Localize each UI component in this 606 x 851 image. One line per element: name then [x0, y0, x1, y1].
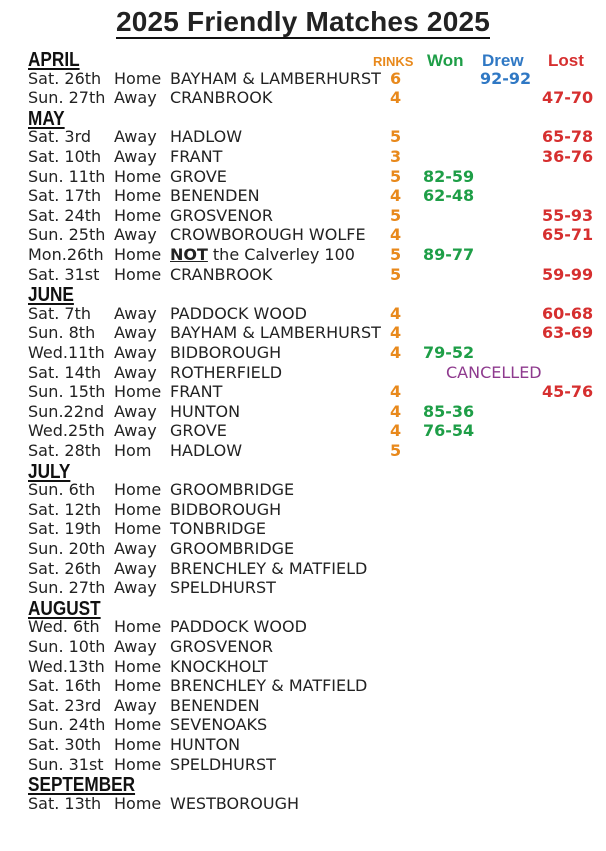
fixture-status-note: CANCELLED — [446, 362, 542, 382]
fixture-opponent: FRANT — [170, 382, 223, 402]
fixture-opponent: HADLOW — [170, 127, 243, 147]
fixture-venue: Away — [114, 421, 157, 441]
fixture-venue: Home — [114, 656, 162, 676]
fixture-date: Sat. 31st — [28, 264, 100, 284]
fixture-lost-score: 59-99 — [542, 264, 594, 284]
fixture-date: Sat. 28th — [28, 441, 102, 460]
fixture-row — [28, 69, 598, 89]
fixture-row — [28, 127, 598, 147]
fixture-venue: Home — [114, 793, 162, 813]
fixture-opponent: WESTBOROUGH — [170, 793, 299, 813]
month-heading: AUGUST — [28, 597, 101, 620]
fixture-won-score: 85-36 — [423, 401, 475, 421]
fixture-venue: Away — [114, 225, 157, 245]
fixture-opponent: CRANBROOK — [170, 88, 273, 108]
fixture-rinks: 4 — [390, 303, 402, 323]
fixture-date: Sun. 27th — [28, 88, 106, 108]
fixture-date: Sat. 24th — [28, 205, 102, 225]
fixture-rinks: 4 — [390, 382, 402, 402]
fixture-rinks: 3 — [390, 147, 402, 166]
fixture-row — [28, 441, 598, 461]
month-heading: MAY — [28, 107, 65, 130]
fixture-venue: Home — [114, 205, 162, 225]
fixture-lost-score: 36-76 — [542, 147, 594, 166]
fixture-venue: Home — [114, 382, 162, 402]
fixture-row — [28, 617, 598, 637]
fixture-venue: Away — [114, 539, 157, 558]
fixture-row — [28, 715, 598, 735]
opponent-emphasis: NOT — [170, 245, 208, 264]
fixture-opponent: GROVE — [170, 166, 227, 186]
fixture-rinks: 4 — [390, 323, 402, 343]
fixture-venue: Away — [114, 127, 157, 147]
drew-column-header: Drew — [482, 51, 524, 70]
lost-column-header: Lost — [548, 51, 584, 70]
fixture-date: Sun. 25th — [28, 225, 106, 245]
fixture-row — [28, 637, 598, 657]
fixture-venue: Away — [114, 558, 157, 578]
fixture-venue: Away — [114, 88, 157, 108]
fixture-date: Sat. 14th — [28, 362, 102, 382]
fixture-lost-score: 47-70 — [542, 88, 594, 108]
fixture-date: Sat. 7th — [28, 303, 91, 323]
fixture-date: Wed.11th — [28, 343, 105, 362]
fixture-venue: Home — [114, 480, 162, 500]
fixture-venue: Home — [114, 735, 162, 754]
fixture-venue: Away — [114, 323, 157, 343]
fixture-opponent: SPELDHURST — [170, 754, 276, 774]
fixture-row — [28, 794, 598, 814]
month-heading: SEPTEMBER — [28, 774, 136, 797]
fixture-venue: Home — [114, 264, 162, 284]
fixture-row — [28, 402, 598, 422]
fixture-won-score: 62-48 — [423, 186, 475, 206]
fixture-row — [28, 363, 598, 383]
fixture-venue: Home — [114, 617, 162, 637]
fixture-venue: Home — [114, 754, 162, 774]
fixture-venue: Home — [114, 245, 162, 264]
fixture-drew-score: 92-92 — [480, 68, 532, 88]
fixture-opponent: PADDOCK WOOD — [170, 617, 307, 637]
fixture-date: Sat. 13th — [28, 793, 102, 813]
fixture-rinks: 4 — [390, 225, 402, 245]
fixture-opponent: BIDBOROUGH — [170, 343, 282, 362]
fixture-date: Sun. 11th — [28, 166, 106, 186]
fixture-rinks: 5 — [390, 264, 402, 284]
fixture-row — [28, 755, 598, 775]
fixture-rinks: 5 — [390, 205, 402, 225]
fixture-rinks: 5 — [390, 441, 402, 460]
fixture-venue: Away — [114, 578, 157, 598]
fixture-opponent: TONBRIDGE — [170, 519, 266, 539]
fixture-row — [28, 167, 598, 187]
fixture-row — [28, 519, 598, 539]
fixture-row — [28, 500, 598, 520]
fixture-venue: Home — [114, 715, 162, 735]
fixture-date: Sat. 30th — [28, 735, 102, 754]
fixture-opponent: BENENDEN — [170, 695, 260, 715]
fixture-row — [28, 480, 598, 500]
fixture-venue: Away — [114, 637, 157, 656]
fixture-row — [28, 147, 598, 167]
fixture-venue: Away — [114, 401, 157, 421]
fixture-date: Sun. 27th — [28, 578, 106, 598]
fixture-rinks: 4 — [390, 186, 402, 206]
fixture-opponent: BAYHAM & LAMBERHURST — [170, 68, 381, 88]
fixture-row — [28, 382, 598, 402]
fixture-date: Sat. 17th — [28, 186, 102, 206]
fixture-opponent: ROTHERFIELD — [170, 362, 283, 382]
fixture-rinks: 4 — [390, 343, 402, 362]
fixture-date: Sun. 20th — [28, 539, 106, 558]
fixture-opponent: GROOMBRIDGE — [170, 539, 295, 558]
fixture-date: Sun. 31st — [28, 754, 104, 774]
fixture-venue: Home — [114, 68, 162, 88]
fixture-row — [28, 88, 598, 108]
fixture-opponent: SPELDHURST — [170, 578, 276, 598]
fixture-lost-score: 65-78 — [542, 127, 594, 147]
fixture-won-score: 79-52 — [423, 343, 475, 362]
fixture-opponent: CROWBOROUGH WOLFE — [170, 225, 366, 245]
fixture-venue: Home — [114, 499, 162, 519]
fixture-opponent: BRENCHLEY & MATFIELD — [170, 558, 368, 578]
fixture-opponent: BAYHAM & LAMBERHURST — [170, 323, 381, 343]
fixture-date: Sun. 24th — [28, 715, 106, 735]
fixture-venue: Away — [114, 343, 157, 362]
opponent-text: the Calverley 100 — [212, 245, 355, 264]
fixture-opponent: HUNTON — [170, 735, 241, 754]
fixture-venue: Hom — [114, 441, 152, 460]
fixture-row — [28, 657, 598, 677]
fixture-row — [28, 343, 598, 363]
fixture-date: Wed.13th — [28, 656, 105, 676]
fixture-opponent: HUNTON — [170, 401, 241, 421]
fixture-rinks: 5 — [390, 166, 402, 186]
fixture-row — [28, 245, 598, 265]
month-heading: JULY — [28, 460, 71, 483]
won-column-header: Won — [427, 51, 464, 70]
fixture-opponent: GROOMBRIDGE — [170, 480, 295, 500]
fixture-venue: Away — [114, 362, 157, 382]
rinks-column-header: RINKS — [373, 54, 414, 69]
fixture-won-score: 89-77 — [423, 245, 475, 264]
fixture-lost-score: 63-69 — [542, 323, 594, 343]
fixture-date: Wed.25th — [28, 421, 105, 441]
fixture-opponent: BIDBOROUGH — [170, 499, 282, 519]
fixture-opponent: GROVE — [170, 421, 227, 441]
fixture-rinks: 4 — [390, 421, 402, 441]
fixture-date: Mon.26th — [28, 245, 104, 264]
fixture-opponent: PADDOCK WOOD — [170, 303, 307, 323]
fixture-date: Sat. 23rd — [28, 695, 102, 715]
fixture-won-score: 76-54 — [423, 421, 475, 441]
fixture-date: Sat. 26th — [28, 558, 102, 578]
fixture-date: Sun. 8th — [28, 323, 96, 343]
fixture-venue: Home — [114, 186, 162, 206]
fixture-date: Sun. 6th — [28, 480, 96, 500]
fixture-lost-score: 55-93 — [542, 205, 594, 225]
fixture-row — [28, 206, 598, 226]
fixture-rinks: 4 — [390, 88, 402, 108]
fixture-row — [28, 186, 598, 206]
fixture-opponent: HADLOW — [170, 441, 243, 460]
fixture-row — [28, 539, 598, 559]
fixture-opponent: GROSVENOR — [170, 637, 273, 656]
fixture-venue: Home — [114, 676, 162, 696]
fixture-won-score: 82-59 — [423, 166, 475, 186]
fixture-date: Sat. 10th — [28, 147, 102, 166]
fixture-rinks: 5 — [390, 245, 402, 264]
fixture-date: Sat. 3rd — [28, 127, 92, 147]
fixture-opponent: BRENCHLEY & MATFIELD — [170, 676, 368, 696]
fixture-date: Sat. 16th — [28, 676, 102, 696]
fixture-rinks: 4 — [390, 401, 402, 421]
fixture-row — [28, 578, 598, 598]
fixture-date: Sat. 19th — [28, 519, 102, 539]
fixture-venue: Home — [114, 519, 162, 539]
fixture-date: Sun. 10th — [28, 637, 106, 656]
page-title: 2025 Friendly Matches 2025 — [115, 6, 491, 37]
fixture-row — [28, 225, 598, 245]
fixture-rinks: 6 — [390, 68, 402, 88]
fixture-opponent: FRANT — [170, 147, 223, 166]
fixture-opponent: GROSVENOR — [170, 205, 273, 225]
fixture-opponent: CRANBROOK — [170, 264, 273, 284]
fixture-rinks: 5 — [390, 127, 402, 147]
fixture-row — [28, 735, 598, 755]
fixture-row — [28, 265, 598, 285]
fixture-opponent: BENENDEN — [170, 186, 260, 206]
fixture-row — [28, 421, 598, 441]
fixture-row — [28, 304, 598, 324]
fixture-opponent — [170, 245, 355, 265]
month-heading: JUNE — [28, 284, 74, 307]
month-heading: APRIL — [28, 49, 80, 71]
fixture-opponent: KNOCKHOLT — [170, 656, 268, 676]
fixture-venue: Away — [114, 695, 157, 715]
fixture-venue: Away — [114, 303, 157, 323]
fixture-lost-score: 60-68 — [542, 303, 594, 323]
fixture-date: Sun.22nd — [28, 401, 105, 421]
fixture-date: Wed. 6th — [28, 617, 100, 637]
fixture-row — [28, 676, 598, 696]
fixture-opponent: SEVENOAKS — [170, 715, 268, 735]
fixture-lost-score: 65-71 — [542, 225, 594, 245]
fixture-date: Sun. 15th — [28, 382, 106, 402]
fixture-lost-score: 45-76 — [542, 382, 594, 402]
fixture-date: Sat. 12th — [28, 499, 102, 519]
fixture-date: Sat. 26th — [28, 68, 102, 88]
fixture-row — [28, 559, 598, 579]
fixture-row — [28, 696, 598, 716]
fixture-row — [28, 323, 598, 343]
fixture-venue: Away — [114, 147, 157, 166]
fixture-venue: Home — [114, 166, 162, 186]
